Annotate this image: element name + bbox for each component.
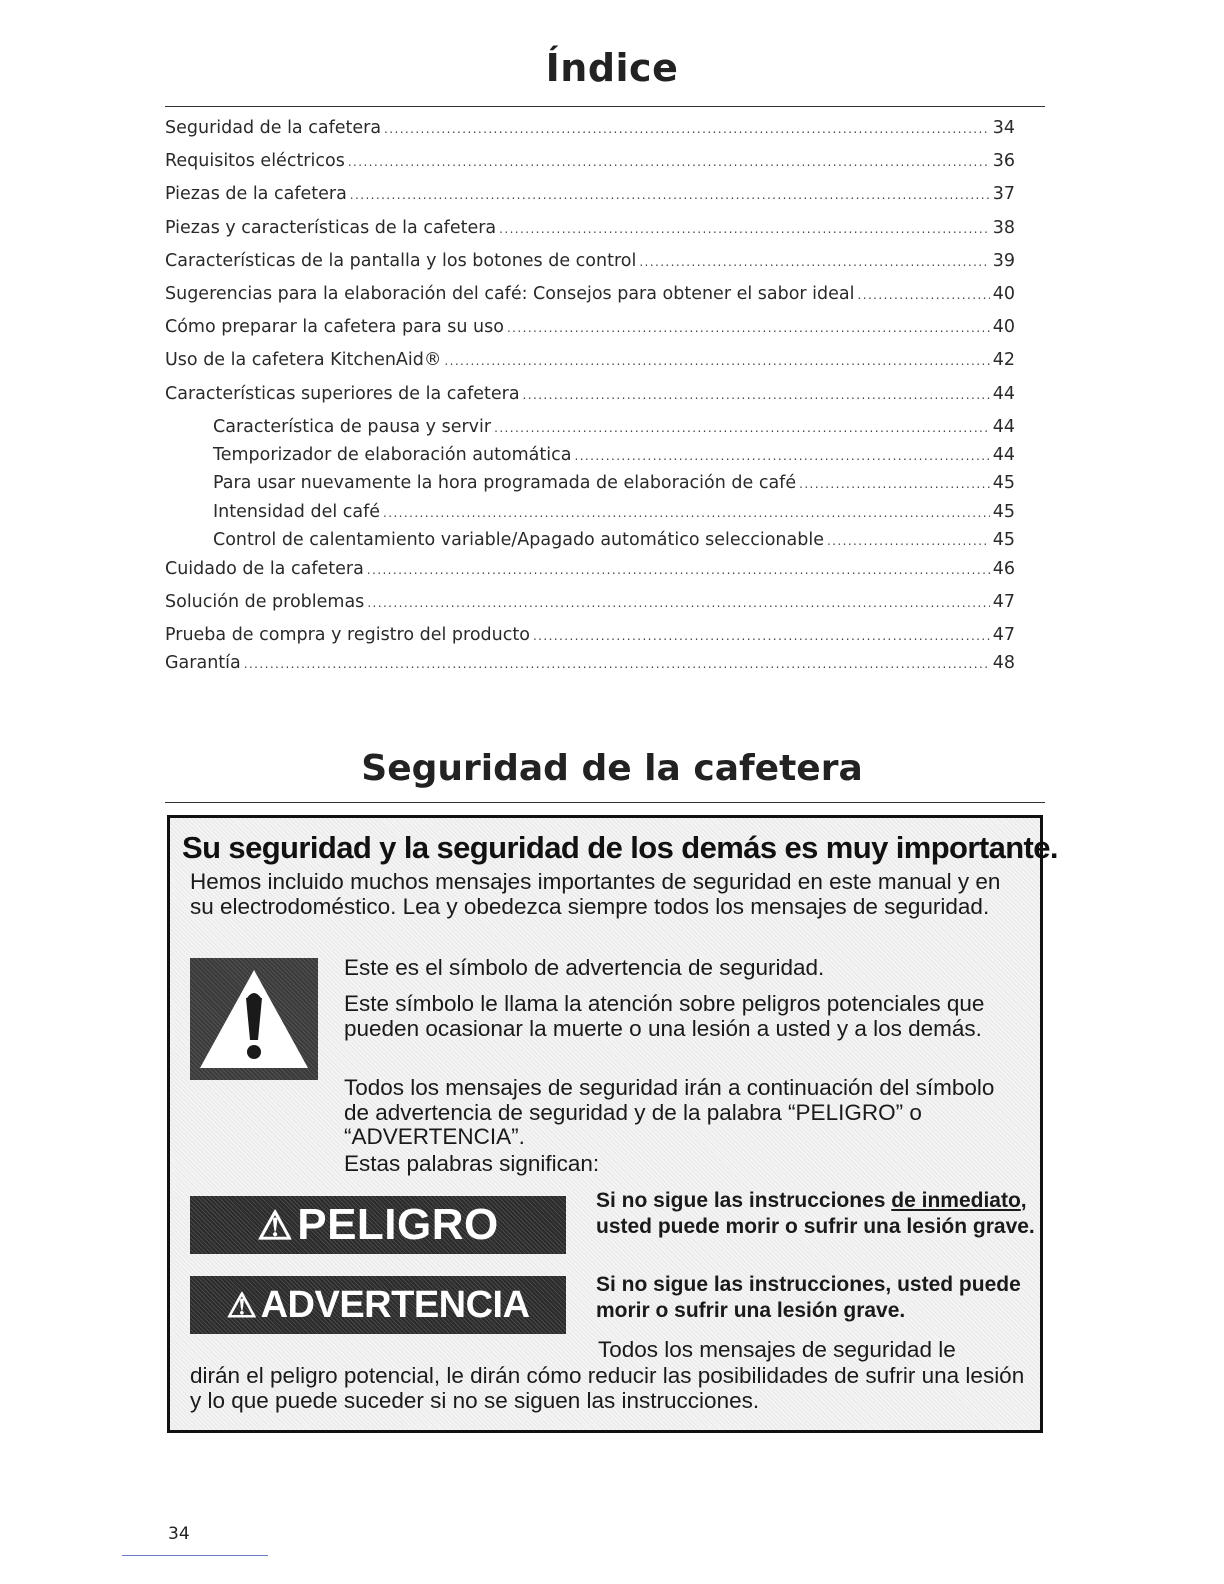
toc-entry-label: Intensidad del café <box>213 501 381 522</box>
symbol-description: Este símbolo le llama la atención sobre peligros potenciales que pueden ocasionar la muerte o una lesión a usted y a los demás. <box>344 991 985 1041</box>
section-divider <box>165 802 1045 803</box>
toc-entry-page: 34 <box>992 118 1015 138</box>
warning-triangle-icon <box>190 958 318 1080</box>
toc-leader-dots <box>858 288 990 302</box>
toc-subentry[interactable] <box>165 530 1015 558</box>
toc-subentry[interactable] <box>165 417 1015 445</box>
toc-entry[interactable] <box>165 592 1015 625</box>
toc-entry-page: 45 <box>992 501 1015 522</box>
toc-leader-dots <box>383 506 990 520</box>
toc-entry-label: Cuidado de la cafetera <box>165 558 364 579</box>
warning-triangle-icon: ⚠ <box>226 1287 257 1325</box>
warning-triangle-icon: ⚠ <box>257 1204 294 1248</box>
toc-entry-page: 37 <box>992 184 1015 205</box>
toc-entry[interactable] <box>165 350 1015 383</box>
section-title: Seguridad de la cafetera <box>361 748 863 789</box>
toc-entry[interactable] <box>165 317 1015 350</box>
toc-entry-label: Seguridad de la cafetera <box>165 118 382 138</box>
warning-label: ADVERTENCIA <box>260 1284 530 1326</box>
toc-entry[interactable] <box>165 653 1015 686</box>
toc-entry-label: Características de la pantalla y los botones de control <box>165 250 637 271</box>
conclusion-text: dirán el peligro potencial, le dirán cómo reducir las posibilidades de sufrir una lesión y lo que puede suceder si no se siguen las instrucciones. <box>190 1363 1025 1413</box>
warning-description: Si no sigue las instrucciones, usted puede morir o sufrir una lesión grave. <box>596 1273 1021 1322</box>
toc-leader-dots <box>367 596 989 610</box>
toc-entry-page: 36 <box>992 151 1015 172</box>
toc-entry-page: 39 <box>992 250 1015 271</box>
toc-entry-page: 44 <box>992 445 1015 466</box>
toc-leader-dots <box>499 222 990 236</box>
toc-entry-page: 40 <box>992 317 1015 338</box>
toc-entry[interactable] <box>165 184 1015 217</box>
toc-leader-dots <box>444 354 989 368</box>
danger-desc-emphasis: de inmediato <box>891 1189 1021 1212</box>
toc-divider <box>165 106 1045 107</box>
symbol-statement: Este es el símbolo de advertencia de seguridad. <box>344 955 825 980</box>
toc-entry-label: Garantía <box>165 653 241 674</box>
toc-leader-dots <box>507 321 990 335</box>
toc-leader-dots <box>348 155 990 169</box>
toc-entry-label: Para usar nuevamente la hora programada de elaboración de café <box>213 473 797 494</box>
toc-entry-label: Uso de la cafetera KitchenAid® <box>165 350 442 371</box>
toc-entry-label: Control de calentamiento variable/Apagado automático seleccionable <box>213 530 824 551</box>
conclusion-text: Todos los mensajes de seguridad le <box>598 1337 956 1362</box>
toc-leader-dots <box>350 188 990 202</box>
toc-entry-page: 46 <box>992 558 1015 579</box>
toc-leader-dots <box>827 534 990 548</box>
toc-entry[interactable] <box>165 118 1015 151</box>
toc-entry[interactable] <box>165 625 1015 653</box>
toc-leader-dots <box>367 563 990 577</box>
toc-entry[interactable] <box>165 284 1015 317</box>
safety-intro-text: Hemos incluido muchos mensajes importantes de seguridad en este manual y en su electrodoméstico. Lea y obedezca siempre todos los mensajes de seguridad. <box>190 869 1001 919</box>
warning-signal-banner <box>190 1276 566 1334</box>
signal-words-intro: Estas palabras significan: <box>344 1151 600 1176</box>
toc-leader-dots <box>494 421 990 435</box>
toc-entry-page: 47 <box>992 625 1015 646</box>
footer-line <box>122 1555 268 1556</box>
safety-notice-box <box>167 815 1058 1433</box>
toc-leader-dots <box>639 255 989 269</box>
toc-entry[interactable] <box>165 251 1015 284</box>
table-of-contents <box>165 118 1015 687</box>
toc-subentry[interactable] <box>165 502 1015 530</box>
toc-entry-page: 44 <box>992 383 1015 404</box>
danger-desc-part: Si no sigue las instrucciones <box>596 1189 892 1212</box>
toc-entry-page: 44 <box>992 416 1015 437</box>
toc-entry[interactable] <box>165 384 1015 417</box>
danger-description <box>596 1188 1036 1240</box>
toc-title: Índice <box>545 46 679 90</box>
toc-entry[interactable] <box>165 218 1015 251</box>
toc-entry-page: 45 <box>992 530 1015 551</box>
toc-leader-dots <box>244 657 990 671</box>
toc-entry-label: Piezas de la cafetera <box>165 184 347 205</box>
toc-entry[interactable] <box>165 151 1015 184</box>
danger-desc-part: , usted puede morir o sufrir una lesión grave. <box>596 1189 1035 1238</box>
toc-entry-label: Cómo preparar la cafetera para su uso <box>165 317 504 338</box>
toc-subentry[interactable] <box>165 473 1015 501</box>
danger-label: PELIGRO <box>297 1200 499 1249</box>
danger-signal-banner <box>190 1196 566 1254</box>
toc-entry[interactable] <box>165 559 1015 592</box>
toc-entry-label: Prueba de compra y registro del producto <box>165 625 530 646</box>
toc-leader-dots <box>799 477 990 491</box>
toc-leader-dots <box>533 629 990 643</box>
toc-entry-label: Solución de problemas <box>165 591 365 612</box>
toc-entry-label: Requisitos eléctricos <box>165 151 345 172</box>
toc-entry-label: Piezas y características de la cafetera <box>165 217 497 238</box>
page-number: 34 <box>168 1524 190 1544</box>
safety-box-heading: Su seguridad y la seguridad de los demás es muy importante. <box>182 830 1058 865</box>
toc-entry-page: 45 <box>992 473 1015 494</box>
toc-leader-dots <box>384 122 990 136</box>
toc-entry-label: Temporizador de elaboración automática <box>213 445 572 466</box>
toc-entry-label: Sugerencias para la elaboración del café: Consejos para obtener el sabor ideal <box>165 283 855 304</box>
toc-entry-label: Característica de pausa y servir <box>213 416 492 437</box>
toc-entry-page: 48 <box>992 653 1015 674</box>
messages-follow-text: Todos los mensajes de seguridad irán a continuación del símbolo de advertencia de seguridad y de la palabra “PELIGRO” o “ADVERTENCIA”. <box>344 1075 995 1149</box>
toc-entry-label: Características superiores de la cafetera <box>165 383 520 404</box>
toc-entry-page: 38 <box>992 217 1015 238</box>
toc-leader-dots <box>574 449 989 463</box>
safety-alert-icon <box>190 958 318 1080</box>
toc-subentry[interactable] <box>165 445 1015 473</box>
toc-leader-dots <box>523 388 990 402</box>
toc-entry-page: 40 <box>992 283 1015 304</box>
toc-entry-page: 42 <box>992 350 1015 371</box>
toc-entry-page: 47 <box>992 591 1015 612</box>
